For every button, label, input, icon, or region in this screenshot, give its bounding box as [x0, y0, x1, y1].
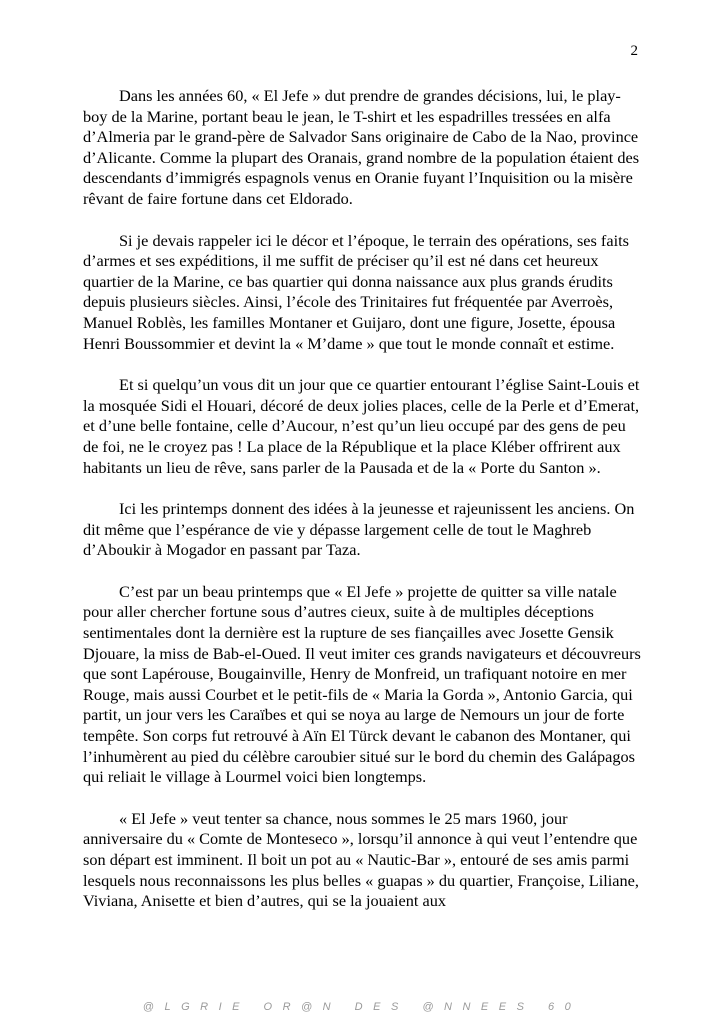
paragraph-6: « El Jefe » veut tenter sa chance, nous sommes le 25 mars 1960, jour anniversaire du « Comte de Monteseco », lorsqu’il annonce à qui veut l’entendre que son départ est imminent. Il boit un pot au « Nautic-Bar », entouré de ses amis parmi lesquels nous reconnaissons les plus belles « guapas » du quartier, Françoise, Liliane, Viviana, Anisette et bien d’autres, qui se la jouaient aux [83, 808, 639, 911]
page-footer: @LGRIE OR@N DES @NNEES 60 [142, 1001, 582, 1013]
paragraph-1: Dans les années 60, « El Jefe » dut prendre de grandes décisions, lui, le play-boy de la Marine, portant beau le jean, le T-shirt et les espadrilles tressées en alfa d’Almeria par le grand-père de Salvador Sans originaire de Cabo de la Nao, province d’Alicante. Comme la plupart des Oranais, grand nombre de la population étaient des descendants d’immigrés espagnols venus en Oranie fuyant l’Inquisition ou la misère rêvant de faire fortune dans cet Eldorado. [83, 86, 640, 208]
paragraph-2: Si je devais rappeler ici le décor et l’époque, le terrain des opérations, ses faits d’armes et ses expéditions, il me suffit de préciser qu’il est né dans cet heureux quartier de la Marine, ce bas quartier qui donna naissance aux plus grands érudits depuis plusieurs siècles. Ainsi, l’école des Trinitaires fut fréquentée par Averroès, Manuel Roblès, les familles Montaner et Guijaro, dont une figure, Josette, épousa Henri Boussommier et devint la « M’dame » que tout le monde connaît et estime. [83, 230, 629, 353]
paragraph-3: Et si quelqu’un vous dit un jour que ce quartier entourant l’église Saint-Louis et la mosquée Sidi el Houari, décoré de deux jolies places, celle de la Perle et d’Emerat, et d’une belle fontaine, celle d’Aucour, n’est qu’un lieu occupé par des gens de peu de foi, ne le croyez pas ! La place de la République et la place Kléber offrirent aux habitants un lieu de rêve, sans parler de la Pausada et de la « Porte du Santon ». [83, 375, 640, 477]
paragraph-5: C’est par un beau printemps que « El Jefe » projette de quitter sa ville natale pour aller chercher fortune sous d’autres cieux, suite à de multiples déceptions sentimentales dont la dernière est la rupture de ses fiançailles avec Josette Gensik Djouare, la miss de Bab-el-Oued. Il veut imiter ces grands navigateurs et découvreurs que sont Lapérouse, Bougainville, Henry de Monfreid, un trafiquant notoire en mer Rouge, mais aussi Courbet et le petit-fils de « Maria la Gorda », Antonio Garcia, qui partit, un jour vers les Caraïbes et qui se noya au large de Nemours un jour de forte tempête. Son corps fut retrouvé à Aïn El Türck devant le cabanon des Montaner, qui l’inhumèrent au pied du célèbre caroubier situé sur le bord du chemin des Galápagos qui reliait le village à Lourmel voici bien longtemps. [83, 581, 641, 787]
paragraph-4: Ici les printemps donnent des idées à la jeunesse et rajeunissent les anciens. On dit même que l’espérance de vie y dépasse largement celle de tout le Maghreb d’Aboukir à Mogador en passant par Taza. [83, 499, 635, 560]
page-number: 2 [630, 43, 638, 59]
body-text [83, 86, 643, 933]
